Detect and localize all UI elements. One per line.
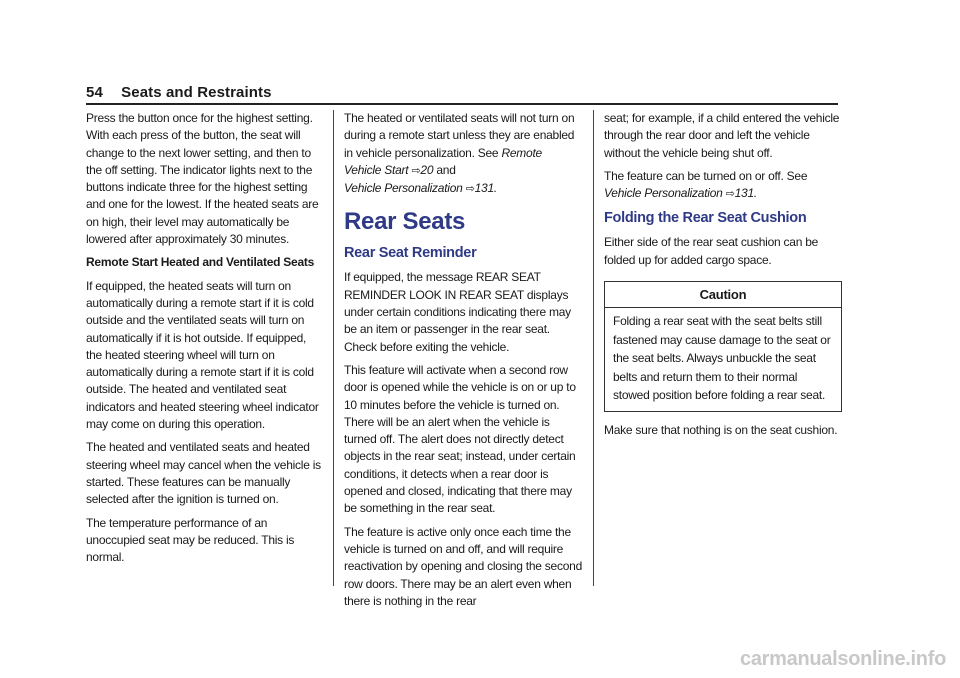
paragraph-with-refs (344, 110, 582, 198)
xref-vehicle-personalization[interactable]: Vehicle Personalization ⇨131. (344, 181, 497, 196)
conjunction: and (436, 162, 456, 177)
paragraph: Make sure that nothing is on the seat cushion. (604, 422, 838, 437)
column-divider (333, 110, 334, 586)
page-ref-arrow-icon: ⇨ (411, 164, 421, 177)
paragraph: The temperature performance of an unoccupied seat may be reduced. This is normal. (86, 515, 295, 565)
heading-folding-rear-seat-cushion: Folding the Rear Seat Cushion (604, 210, 807, 227)
paragraph: Either side of the rear seat cushion can be folded up for added cargo space. (604, 235, 819, 267)
paragraph-with-ref (604, 168, 842, 204)
column-1 (86, 110, 324, 572)
watermark: carmanualsonline.info (740, 648, 946, 670)
paragraph: If equipped, the heated seats will turn on automatically during a remote start if it is cold outside and the ventilated seats will turn on automatically if it is hot outside. If equipped, the heated steering wheel will turn on automatically during a remote start if it is cold outside. The heated and ventilated seat indicators and heated steering wheel indicator may come on during this operation. (86, 278, 319, 432)
paragraph: The heated and ventilated seats and heated steering wheel may cancel when the vehicle is started. These features can be manually selected after the ignition is turned on. (86, 440, 321, 507)
column-divider (593, 110, 594, 586)
xref-vehicle-personalization[interactable]: Vehicle Personalization ⇨131. (604, 186, 757, 201)
section-title: Seats and Restraints (121, 84, 272, 101)
subheading-remote-start: Remote Start Heated and Ventilated Seats (86, 255, 315, 270)
heading-rear-seat-reminder: Rear Seat Reminder (344, 245, 477, 262)
caution-box (604, 281, 842, 412)
caution-body: Folding a rear seat with the seat belts still fastened may cause damage to the seat or the seat belts. Always unbuckle the seat belts and return them to their normal stowed position before folding a rear seat. (613, 314, 831, 403)
page-ref-arrow-icon: ⇨ (465, 183, 475, 196)
paragraph: Press the button once for the highest setting. With each press of the button, the seat will change to the next lower setting, and then to the off setting. The indicator lights next to the buttons indicate three for the highest setting and one for the lowest. If the heated seats are on high, their level may automatically be lowered after approximately 30 minutes. (86, 111, 319, 247)
paragraph-text: The feature can be turned on or off. See (604, 168, 808, 183)
paragraph-text: The heated or ventilated seats will not turn on during a remote start unless they are enabled in vehicle personalization. See (344, 111, 575, 160)
paragraph: The feature is active only once each time the vehicle is turned on and off, and will require reactivation by opening and closing the second row doors. There may be an alert even when there is nothing in the rear (344, 524, 583, 608)
paragraph: This feature will activate when a second row door is opened while the vehicle is on or up to 10 minutes before the vehicle is turned on. There will be an alert when the vehicle is turned off. The alert does not directly detect objects in the rear seat; instead, under certain conditions, it detects when a rear door is opened and closed, indicating that there may be something in the rear seat. (344, 362, 576, 516)
heading-rear-seats: Rear Seats (344, 208, 466, 236)
paragraph: seat; for example, if a child entered the vehicle through the rear door and left the vehicle without the vehicle being shut off. (604, 111, 840, 160)
column-2 (344, 110, 582, 616)
xref-remote-vehicle-start[interactable]: Remote Vehicle Start ⇨20 (344, 145, 542, 177)
paragraph: If equipped, the message REAR SEAT REMINDER LOOK IN REAR SEAT displays under certain conditions indicating there may be an item or passenger in the rear seat. Check before exiting the vehicle. (344, 270, 571, 354)
header-rule (86, 103, 838, 105)
page-number: 54 (86, 84, 103, 101)
page-ref-arrow-icon: ⇨ (725, 188, 735, 201)
column-3 (604, 110, 842, 445)
page-header (86, 84, 272, 101)
caution-title: Caution (605, 282, 841, 308)
